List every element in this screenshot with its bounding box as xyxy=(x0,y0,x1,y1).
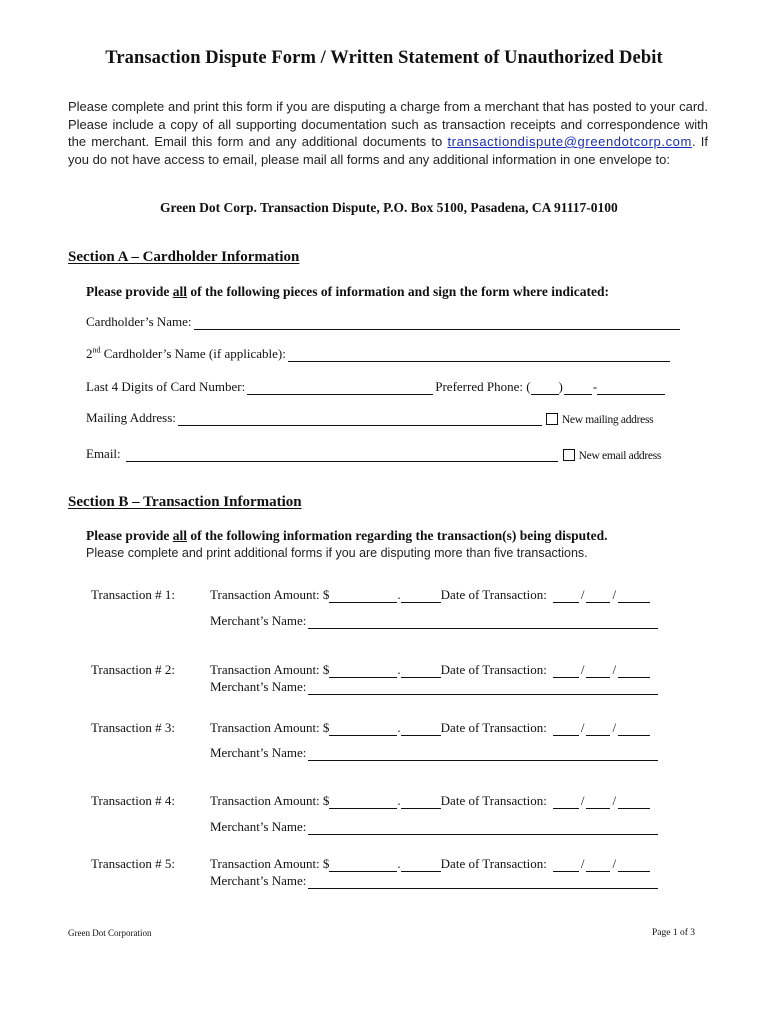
transaction-amount-row: Transaction Amount: $ . Date of Transaction: / / xyxy=(210,720,652,736)
merchant-name-field[interactable] xyxy=(308,682,658,695)
date-year-field[interactable] xyxy=(618,723,650,736)
transaction-amount-row: Transaction Amount: $ . Date of Transaction: / / xyxy=(210,793,652,809)
second-cardholder-field[interactable] xyxy=(288,349,670,362)
date-day-field[interactable] xyxy=(586,665,610,678)
date-day-field[interactable] xyxy=(586,590,610,603)
amount-cents-field[interactable] xyxy=(401,665,441,678)
date-month-field[interactable] xyxy=(553,723,579,736)
email-field[interactable] xyxy=(126,449,558,462)
footer-page-number: Page 1 of 3 xyxy=(652,928,696,938)
date-month-field[interactable] xyxy=(553,796,579,809)
transaction-amount-row: Transaction Amount: $ . Date of Transaction: / / xyxy=(210,856,652,872)
merchant-name-field[interactable] xyxy=(308,822,658,835)
mailing-address: Green Dot Corp. Transaction Dispute, P.O. Box 5100, Pasadena, CA 91117-0100 xyxy=(160,200,618,215)
date-day-field[interactable] xyxy=(586,859,610,872)
merchant-name-row: Merchant’s Name: xyxy=(210,819,660,835)
new-email-address-label: New email address xyxy=(578,450,662,462)
cardholder-name-label: Cardholder’s Name: xyxy=(86,314,192,329)
email-label: Email: xyxy=(86,446,121,461)
section-b-heading: Section B – Transaction Information xyxy=(68,494,302,510)
transaction-label: Transaction # 4: xyxy=(91,793,176,808)
date-month-field[interactable] xyxy=(553,665,579,678)
date-year-field[interactable] xyxy=(618,590,650,603)
cardholder-name-row xyxy=(86,314,682,330)
intro-paragraph xyxy=(68,98,708,168)
date-month-field[interactable] xyxy=(553,859,579,872)
transaction-label: Transaction # 1: xyxy=(91,587,176,602)
form-title: Transaction Dispute Form / Written Statement of Unauthorized Debit xyxy=(105,48,663,68)
section-a-instruction: Please provide all of the following pieces of information and sign the form where indicated: xyxy=(86,284,609,299)
new-mailing-address-checkbox[interactable] xyxy=(546,413,558,425)
mailing-address-field[interactable] xyxy=(178,413,542,426)
phone-line-field[interactable] xyxy=(597,382,665,395)
date-day-field[interactable] xyxy=(586,796,610,809)
mailing-address-label: Mailing Address: xyxy=(86,410,176,425)
card-digits-label: Last 4 Digits of Card Number: xyxy=(86,379,246,394)
amount-dollars-field[interactable] xyxy=(329,723,397,736)
intro-text-1: Please complete and print this form if you are disputing a charge from a merchant that has posted to your card. Please include a copy of all supporting documentation such as transaction receipts and correspondence with the merchant. Email this form and any additional documents to xyxy=(68,99,708,149)
phone-prefix-field[interactable] xyxy=(564,382,592,395)
transaction-label: Transaction # 2: xyxy=(91,662,176,677)
merchant-name-field[interactable] xyxy=(308,876,658,889)
amount-cents-field[interactable] xyxy=(401,796,441,809)
amount-dollars-field[interactable] xyxy=(329,665,397,678)
new-mailing-address-label: New mailing address xyxy=(561,414,654,426)
merchant-name-row: Merchant’s Name: xyxy=(210,613,660,629)
mailing-address-row xyxy=(86,410,653,426)
transaction-label: Transaction # 5: xyxy=(91,856,176,871)
section-b-instruction-2: Please complete and print additional forms if you are disputing more than five transactions. xyxy=(86,546,588,560)
merchant-name-row: Merchant’s Name: xyxy=(210,679,660,695)
amount-cents-field[interactable] xyxy=(401,859,441,872)
merchant-name-row: Merchant’s Name: xyxy=(210,745,660,761)
merchant-name-field[interactable] xyxy=(308,616,658,629)
transaction-amount-row: Transaction Amount: $ . Date of Transaction: / / xyxy=(210,662,652,678)
date-year-field[interactable] xyxy=(618,859,650,872)
card-digits-field[interactable] xyxy=(247,382,433,395)
section-a-heading: Section A – Cardholder Information xyxy=(68,249,300,265)
card-phone-row: Last 4 Digits of Card Number: Preferred Phone: ( ) - xyxy=(86,379,665,395)
section-b-instruction: Please provide all of the following information regarding the transaction(s) being disputed. xyxy=(86,528,608,543)
new-email-address-checkbox[interactable] xyxy=(563,449,575,461)
merchant-name-field[interactable] xyxy=(308,748,658,761)
amount-dollars-field[interactable] xyxy=(329,590,397,603)
emphasis-all: all xyxy=(172,528,188,543)
amount-dollars-field[interactable] xyxy=(329,859,397,872)
transaction-amount-row: Transaction Amount: $ . Date of Transaction: / / xyxy=(210,587,652,603)
date-year-field[interactable] xyxy=(618,796,650,809)
merchant-name-row: Merchant’s Name: xyxy=(210,873,660,889)
second-cardholder-row xyxy=(86,346,672,362)
email-row xyxy=(86,446,661,462)
date-month-field[interactable] xyxy=(553,590,579,603)
emphasis-all: all xyxy=(172,284,188,299)
phone-area-code-field[interactable] xyxy=(531,382,559,395)
amount-cents-field[interactable] xyxy=(401,723,441,736)
footer-company: Green Dot Corporation xyxy=(68,928,152,938)
transaction-label: Transaction # 3: xyxy=(91,720,176,735)
date-day-field[interactable] xyxy=(586,723,610,736)
amount-dollars-field[interactable] xyxy=(329,796,397,809)
intro-text-2: . If you do not have access to email, please mail all forms and any additional information in one envelope to: xyxy=(68,134,708,167)
second-cardholder-label: 2nd Cardholder’s Name (if applicable): xyxy=(86,345,286,361)
cardholder-name-field[interactable] xyxy=(194,317,680,330)
amount-cents-field[interactable] xyxy=(401,590,441,603)
date-year-field[interactable] xyxy=(618,665,650,678)
dispute-email-link[interactable]: transactiondispute@greendotcorp.com xyxy=(447,134,692,149)
preferred-phone-label: Preferred Phone: ( xyxy=(435,379,531,394)
